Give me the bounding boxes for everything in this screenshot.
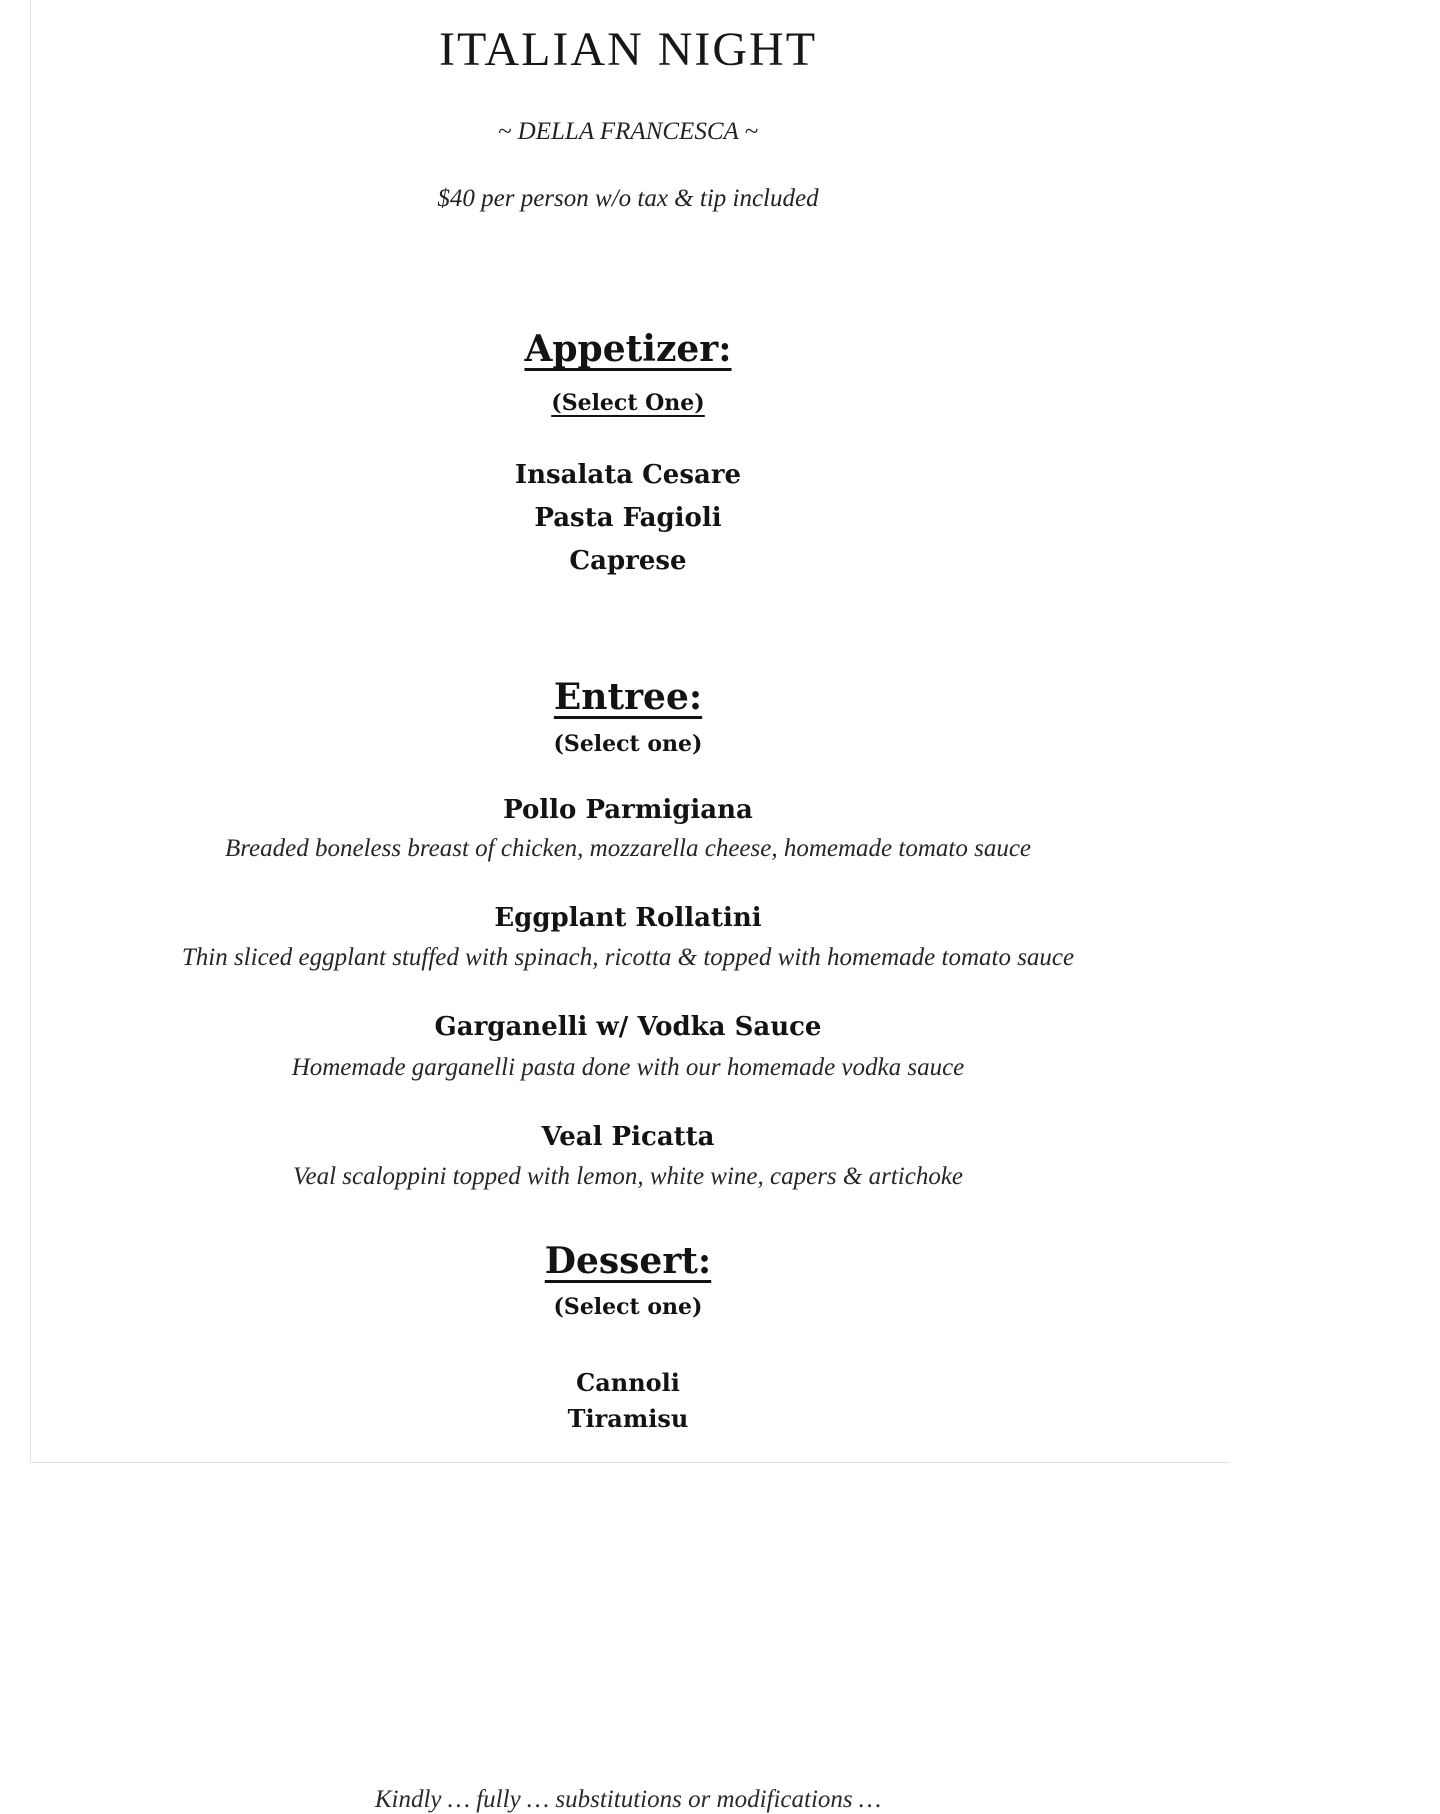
entree-select-note: (Select one): [553, 731, 703, 757]
appetizer-heading-text: Appetizer:: [524, 328, 732, 370]
entree-item: Garganelli w/ Vodka Sauce: [434, 1012, 822, 1042]
appetizer-item: Insalata Cesare: [514, 460, 742, 490]
dessert-select-note: (Select one): [553, 1294, 703, 1320]
appetizer-select-note: [0, 390, 1256, 416]
entree-item-description: Breaded boneless breast of chicken, mozzarella cheese, homemade tomato sauce: [224, 835, 1032, 862]
dessert-heading: [0, 1240, 1256, 1282]
price-line: $40 per person w/o tax & tip included: [437, 185, 819, 212]
footer-partial-note: Kindly … fully … substitutions or modifications …: [374, 1786, 882, 1813]
entree-heading-text: Entree:: [553, 676, 703, 718]
appetizer-item: Pasta Fagioli: [534, 503, 722, 533]
dessert-item: Tiramisu: [567, 1404, 689, 1433]
entree-item: Eggplant Rollatini: [494, 903, 762, 933]
appetizer-item: Caprese: [569, 546, 687, 576]
entree-item: Veal Picatta: [541, 1122, 715, 1152]
menu-title: ITALIAN NIGHT: [438, 23, 818, 76]
entree-heading: [0, 676, 1256, 718]
appetizer-select-note-text: (Select One): [551, 390, 705, 416]
appetizer-heading: [0, 328, 1256, 370]
entree-item-description: Homemade garganelli pasta done with our homemade vodka sauce: [291, 1054, 965, 1081]
dessert-heading-text: Dessert:: [544, 1240, 712, 1282]
entree-item: Pollo Parmigiana: [503, 795, 753, 825]
entree-item-description: Veal scaloppini topped with lemon, white wine, capers & artichoke: [292, 1163, 964, 1190]
page-bottom-edge-line: [30, 1462, 1230, 1463]
restaurant-name: ~ DELLA FRANCESCA ~: [497, 118, 759, 145]
dessert-item: Cannoli: [576, 1368, 680, 1397]
entree-item-description: Thin sliced eggplant stuffed with spinach, ricotta & topped with homemade tomato sauce: [181, 944, 1075, 971]
